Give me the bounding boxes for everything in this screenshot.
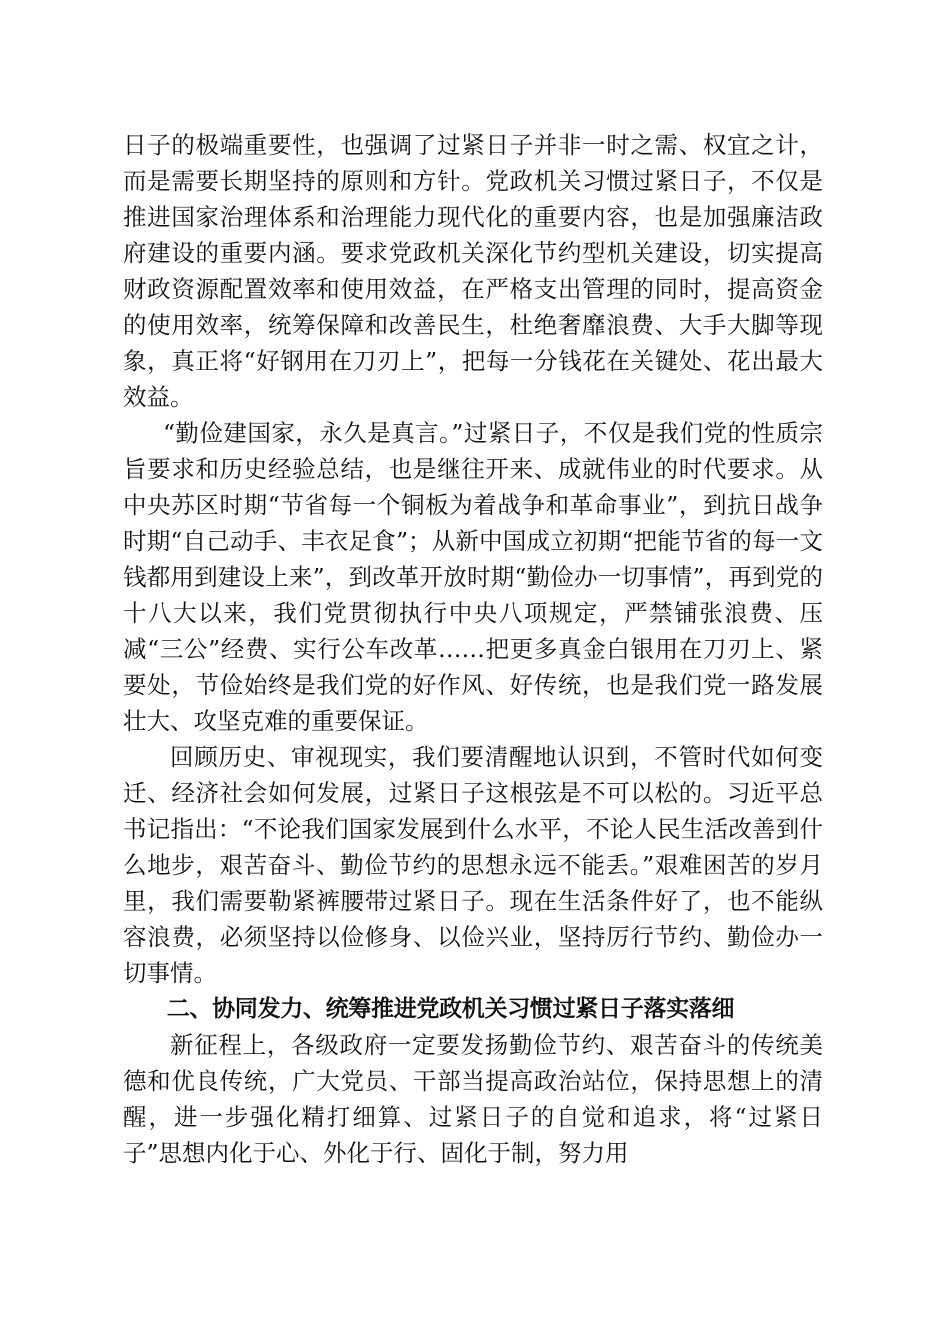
- paragraph-review-history: 回顾历史、审视现实，我们要清醒地认识到，不管时代如何变迁、经济社会如何发展，过紧日子这根弦是不可以松的。习近平总书记指出：“不论我们国家发展到什么水平，不论人民生活改善到什么地步，艰苦奋斗、勤俭节约的思想永远不能丢。”艰难困苦的岁月里，我们需要勒紧裤腰带过紧日子。现在生活条件好了，也不能纵容浪费，必须坚持以俭修身、以俭兴业，坚持厉行节约、勤俭办一切事情。: [123, 743, 823, 987]
- document-body: [123, 127, 823, 1171]
- section-heading-two: 二、协同发力、统筹推进党政机关习惯过紧日子落实落细: [166, 996, 735, 1022]
- paragraph-importance-continued: 日子的极端重要性，也强调了过紧日子并非一时之需、权宜之计，而是需要长期坚持的原则和方针。党政机关习惯过紧日子，不仅是推进国家治理体系和治理能力现代化的重要内容，也是加强廉洁政府建设的重要内涵。要求党政机关深化节约型机关建设，切实提高财政资源配置效率和使用效益，在严格支出管理的同时，提高资金的使用效率，统筹保障和改善民生，杜绝奢靡浪费、大手大脚等现象，真正将“好钢用在刀刃上”，把每一分钱花在关键处、花出最大效益。: [123, 131, 823, 411]
- paragraph-new-journey: 新征程上，各级政府一定要发扬勤俭节约、艰苦奋斗的传统美德和优良传统，广大党员、干部当提高政治站位，保持思想上的清醒，进一步强化精打细算、过紧日子的自觉和追求，将“过紧日子”思想内化于心、外化于行、固化于制，努力用: [123, 1031, 823, 1167]
- paragraph-frugal-history: “勤俭建国家，永久是真言。”过紧日子，不仅是我们党的性质宗旨要求和历史经验总结，也是继往开来、成就伟业的时代要求。从中央苏区时期“节省每一个铜板为着战争和革命事业”，到抗日战争时期“自己动手、丰衣足食”；从新中国成立初期“把能节省的每一文钱都用到建设上来”，到改革开放时期“勤俭办一切事情”，再到党的十八大以来，我们党贯彻执行中央八项规定，严禁铺张浪费、压减“三公”经费、实行公车改革……把更多真金白银用在刀刃上、紧要处，节俭始终是我们党的好作风、好传统，也是我们党一路发展壮大、攻坚克难的重要保证。: [123, 419, 823, 735]
